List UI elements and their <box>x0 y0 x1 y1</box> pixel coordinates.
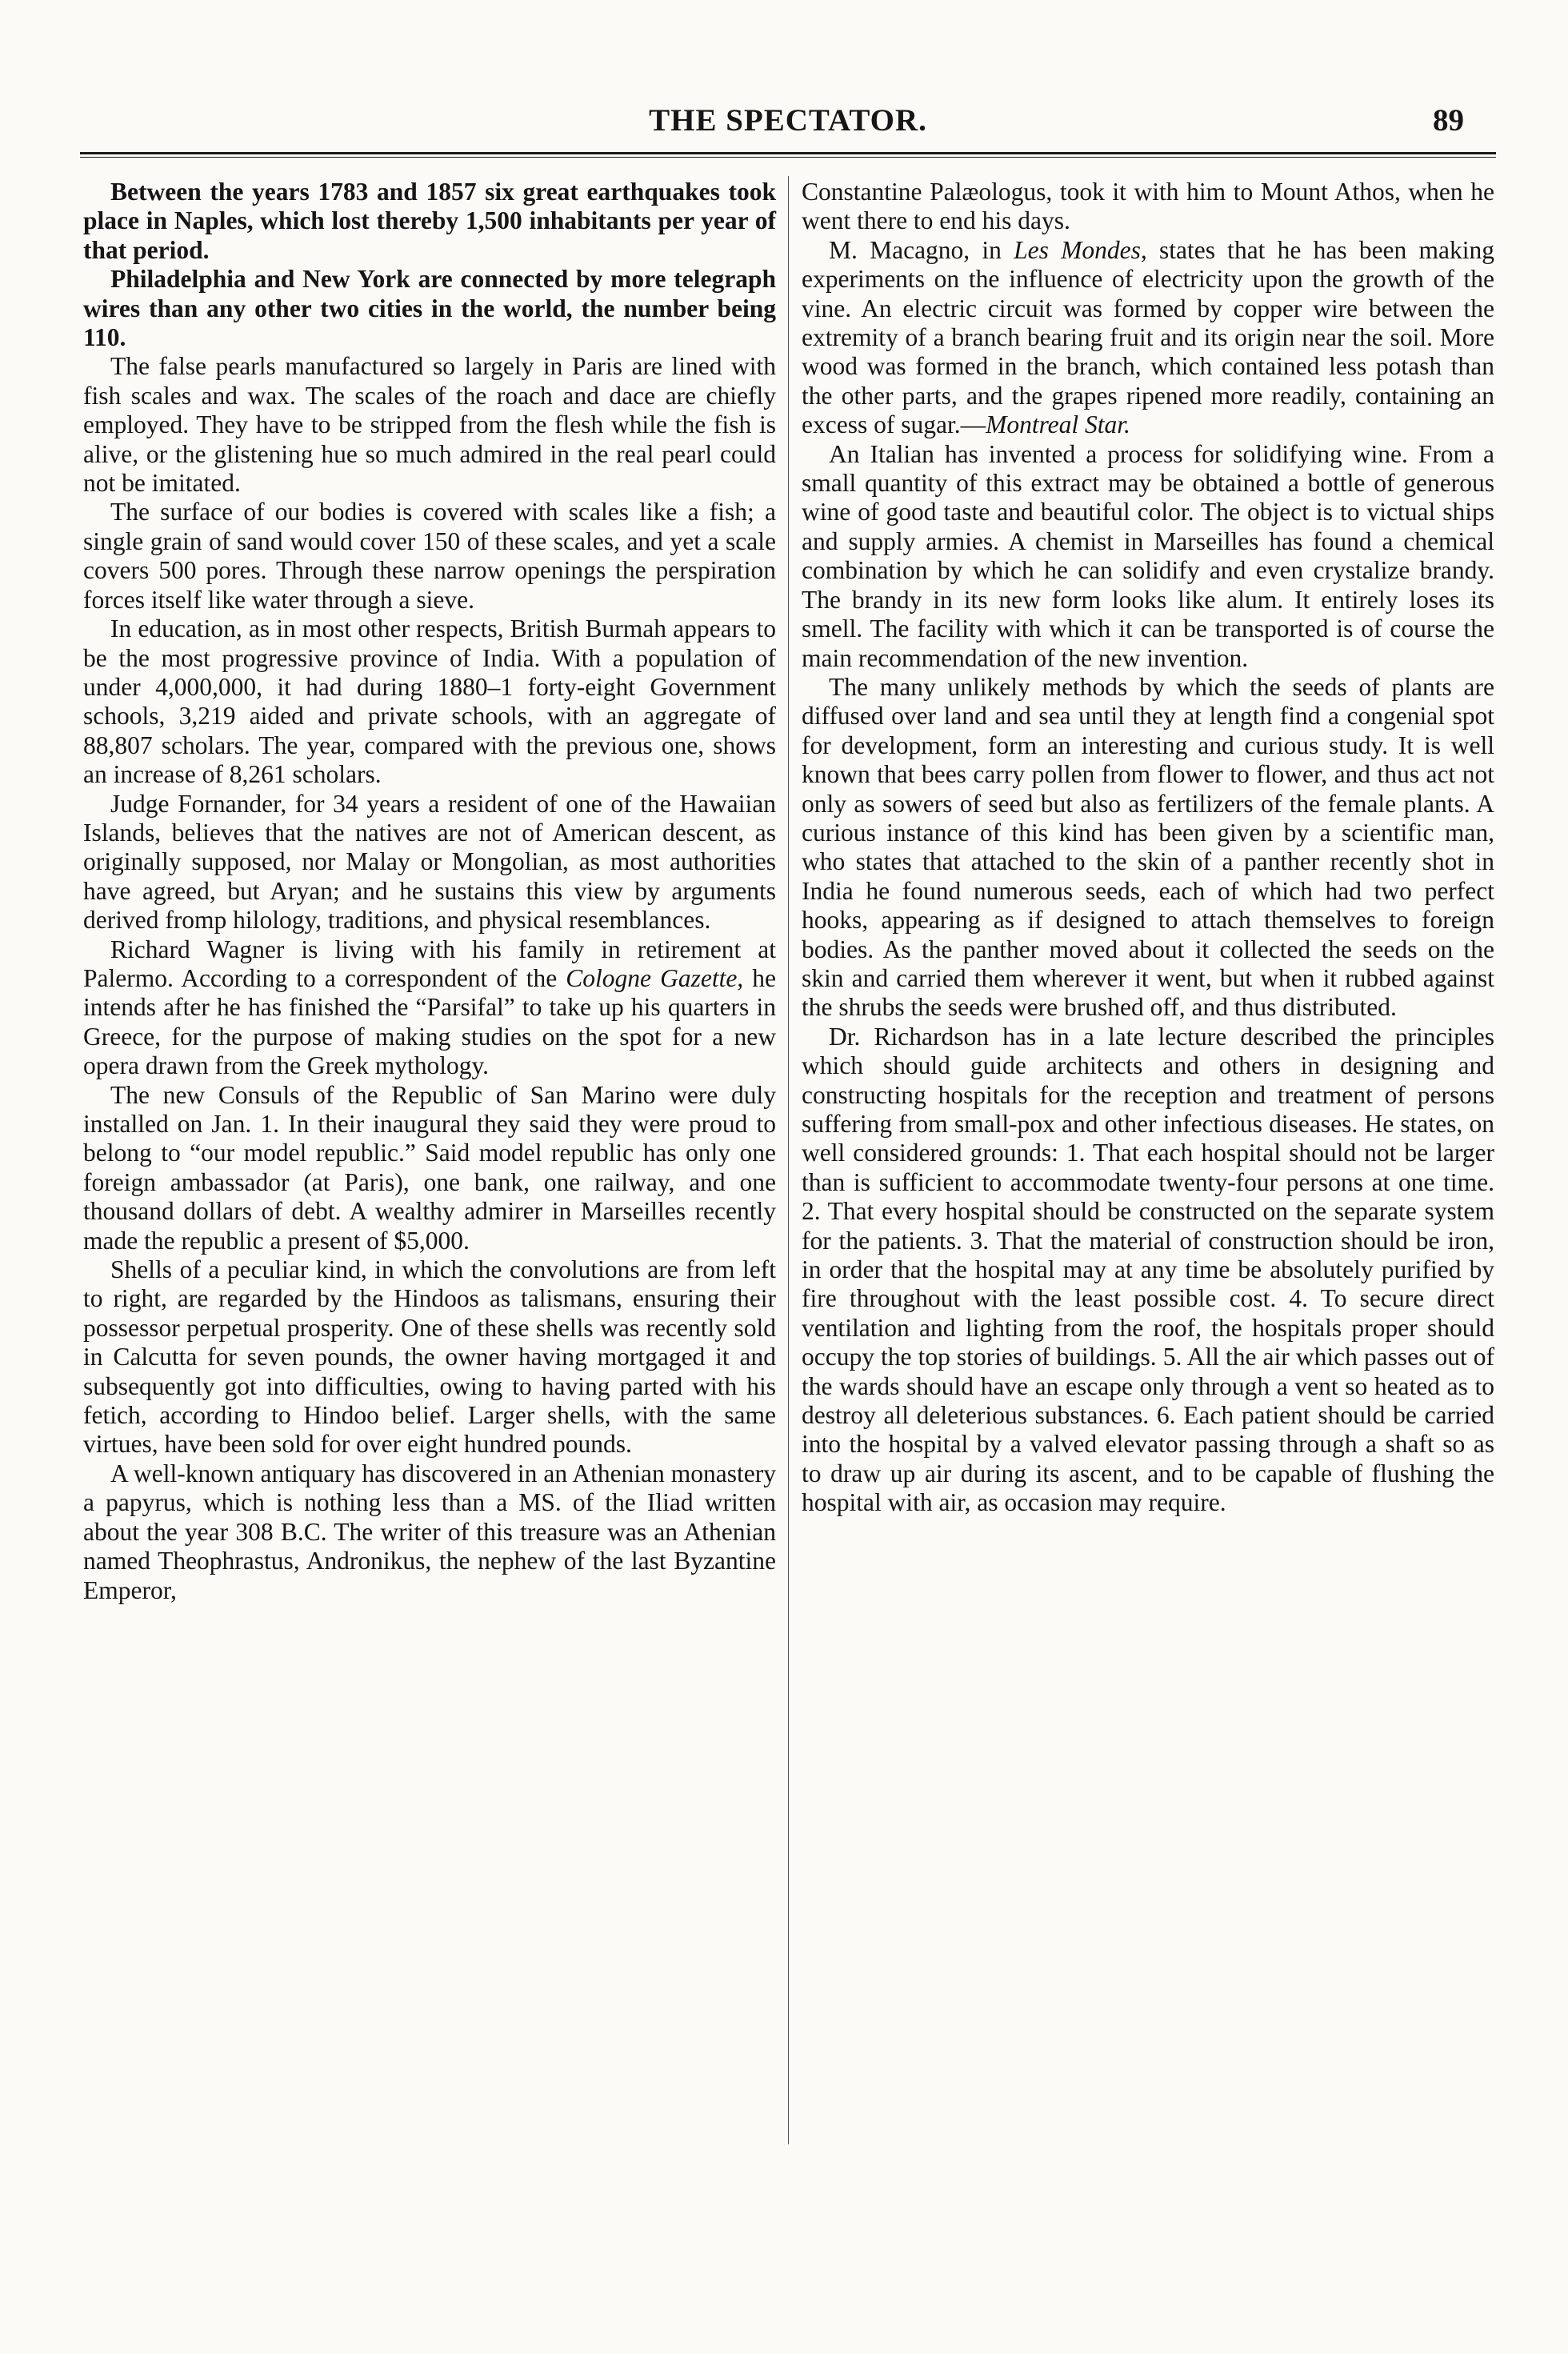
running-head <box>80 102 1496 142</box>
paragraph-richard-wagner <box>83 935 776 1081</box>
paragraph-false-pearls: The false pearls manufactured so largely in Paris are lined with fish scales and wax. The scales of the roach and dace are chiefly employed. They have to be stripped from the flesh while the fish is alive, or the glistening hue so much admired in the real pearl could not be imitated. <box>83 352 776 498</box>
vine-text-start: M. Macagno, in <box>829 235 1014 264</box>
montreal-star-source: Montreal Star. <box>986 410 1130 439</box>
paragraph-hawaiian-natives: Judge Fornander, for 34 years a resident of one of the Hawaiian Islands, believes that the natives are not of American descent, as originally supposed, nor Malay or Mongolian, as most authorities have agreed, but Aryan; and he sustains this view by arguments derived fromp hilology, traditions, and physical resemblances. <box>83 789 776 935</box>
paragraph-iliad-papyrus: A well-known antiquary has discovered in an Athenian monastery a papyrus, which is nothing less than a MS. of the Iliad written about the year 308 B.C. The writer of this treasure was an Athenian named Theophrastus, Andronikus, the nephew of the last Byzantine Emperor, <box>83 1459 776 1604</box>
page-number: 89 <box>1433 103 1464 138</box>
les-mondes-title: Les Mondes, <box>1014 235 1147 264</box>
paragraph-seed-diffusion: The many unlikely methods by which the seeds of plants are diffused over land and sea until they at length find a congenial spot for development, form an interesting and curious study. It is well known that bees carry pollen from flower to flower, and thus act not only as sowers of seed but also as fertilizers of the female plants. A curious instance of this kind has been given by a scientific man, who states that attached to the skin of a panther recently shot in India he found numerous seeds, each of which had two perfect hooks, appearing as if designed to attach themselves to foreign bodies. As the panther moved about it collected the seeds on the skin and carried them wherever it went, but when it rubbed against the shrubs the seeds were brushed off, and thus distributed. <box>802 672 1494 1022</box>
wagner-text-start: Richard Wagner is living with his family in retirement at Palermo. According to a correspondent of the <box>83 935 776 992</box>
paragraph-hospital-principles: Dr. Richardson has in a late lecture described the principles which should guide architects and others in designing and constructing hospitals for the reception and treatment of persons suffering from small-pox and other infectious diseases. He states, on well considered grounds: 1. That each hospital should not be larger than is sufficient to accommodate twenty-four persons at one time. 2. That every hospital should be constructed on the separate system for the patients. 3. That the material of construction should be iron, in order that the hospital may at any time be absolutely purified by fire throughout with the least possible cost. 4. To secure direct ventilation and lighting from the roof, the hospitals proper should occupy the top stories of buildings. 5. All the air which passes out of the wards should have an escape only through a vent so heated as to destroy all deleterious substances. 6. Each patient should be carried into the hospital by a valved elevator passing through a shaft so as to draw up air during its ascent, and to be capable of flushing the hospital with air, as occasion may require. <box>802 1022 1494 1517</box>
paragraph-body-scales: The surface of our bodies is covered with scales like a fish; a single grain of sand would cover 150 of these scales, and yet a scale covers 500 pores. Through these narrow openings the perspiration forces itself like water through a sieve. <box>83 498 776 614</box>
header-rule <box>80 152 1496 158</box>
paragraph-hindoo-shells: Shells of a peculiar kind, in which the convolutions are from left to right, are regarded by the Hindoos as talismans, ensuring their possessor perpetual prosperity. One of these shells was recently sold in Calcutta for seven pounds, the owner having mortgaged it and subsequently got into difficulties, owing to having parted with his fetich, according to Hindoo belief. Larger shells, with the same virtues, have been sold for over eight hundred pounds. <box>83 1255 776 1459</box>
publication-title: THE SPECTATOR. <box>649 103 927 138</box>
wagner-text-end: he intends after he has finished the “Parsifal” to take up his quarters in Greece, for the purpose of making studies on the spot for a new opera drawn from the Greek mythology. <box>83 963 776 1080</box>
cologne-gazette-title: Cologne Gazette, <box>566 963 744 992</box>
paragraph-electricity-vine <box>802 236 1494 440</box>
left-column <box>83 178 776 1605</box>
paragraph-telegraph-wires: Philadelphia and New York are connected by more telegraph wires than any other two cities in the world, the number being 110. <box>83 265 776 352</box>
paragraph-iliad-continued: Constantine Palæologus, took it with him to Mount Athos, when he went there to end his days. <box>802 178 1494 235</box>
column-divider <box>788 176 789 2144</box>
paragraph-san-marino: The new Consuls of the Republic of San Marino were duly installed on Jan. 1. In their inaugural they said they were proud to belong to “our model republic.” Said model republic has only one foreign ambassador (at Paris), one bank, one railway, and one thousand dollars of debt. A wealthy admirer in Marseilles recently made the republic a present of $5,000. <box>83 1080 776 1255</box>
paragraph-naples-earthquakes: Between the years 1783 and 1857 six great earthquakes took place in Naples, which lost thereby 1,500 inhabitants per year of that period. <box>83 178 776 264</box>
vine-text-end: states that he has been making experiments on the influence of electricity upon the growth of the vine. An electric circuit was formed by copper wire between the extremity of a branch bearing fruit and its origin near the soil. More wood was formed in the branch, which contained less potash than the other parts, and the grapes ripened more readily, containing an excess of sugar.— <box>802 235 1494 439</box>
paragraph-solidified-wine: An Italian has invented a process for solidifying wine. From a small quantity of this extract may be obtained a bottle of generous wine of good taste and beautiful color. The object is to victual ships and supply armies. A chemist in Marseilles has found a chemical combination by which he can solidify and even crystalize brandy. The brandy in its new form looks like alum. It entirely loses its smell. The facility with which it can be transported is of course the main recommendation of the new invention. <box>802 439 1494 672</box>
right-column <box>802 178 1494 1518</box>
paragraph-burmah-education: In education, as in most other respects, British Burmah appears to be the most progressive province of India. With a population of under 4,000,000, it had during 1880–1 forty-eight Government schools, 3,219 aided and private schools, with an aggregate of 88,807 scholars. The year, compared with the previous one, shows an increase of 8,261 scholars. <box>83 615 776 789</box>
